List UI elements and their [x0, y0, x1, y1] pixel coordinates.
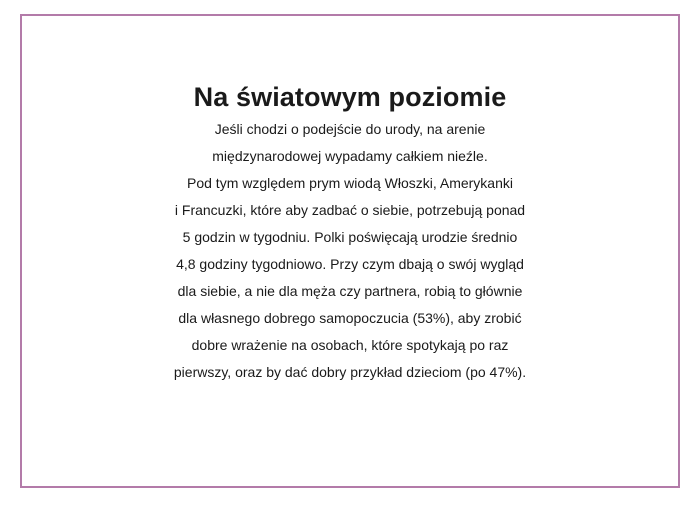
- body-line: 5 godzin w tygodniu. Polki poświęcają urodzie średnio: [182, 229, 518, 245]
- box-body: [22, 116, 678, 386]
- body-line: dla siebie, a nie dla męża czy partnera, robią to głównie: [177, 283, 523, 299]
- body-line: dobre wrażenie na osobach, które spotykają po raz: [191, 337, 509, 353]
- body-line: dla własnego dobrego samopoczucia (53%), aby zrobić: [178, 310, 522, 326]
- body-line: Pod tym względem prym wiodą Włoszki, Amerykanki: [187, 175, 513, 191]
- body-line: 4,8 godziny tygodniowo. Przy czym dbają o swój wygląd: [176, 256, 524, 272]
- box-title: Na światowym poziomie: [193, 82, 507, 112]
- body-line: pierwszy, oraz by dać dobry przykład dzieciom (po 47%).: [173, 364, 527, 380]
- body-line: Jeśli chodzi o podejście do urody, na arenie: [214, 121, 486, 137]
- body-line: międzynarodowej wypadamy całkiem nieźle.: [212, 148, 488, 164]
- body-line: i Francuzki, które aby zadbać o siebie, potrzebują ponad: [174, 202, 526, 218]
- info-box: [20, 14, 680, 488]
